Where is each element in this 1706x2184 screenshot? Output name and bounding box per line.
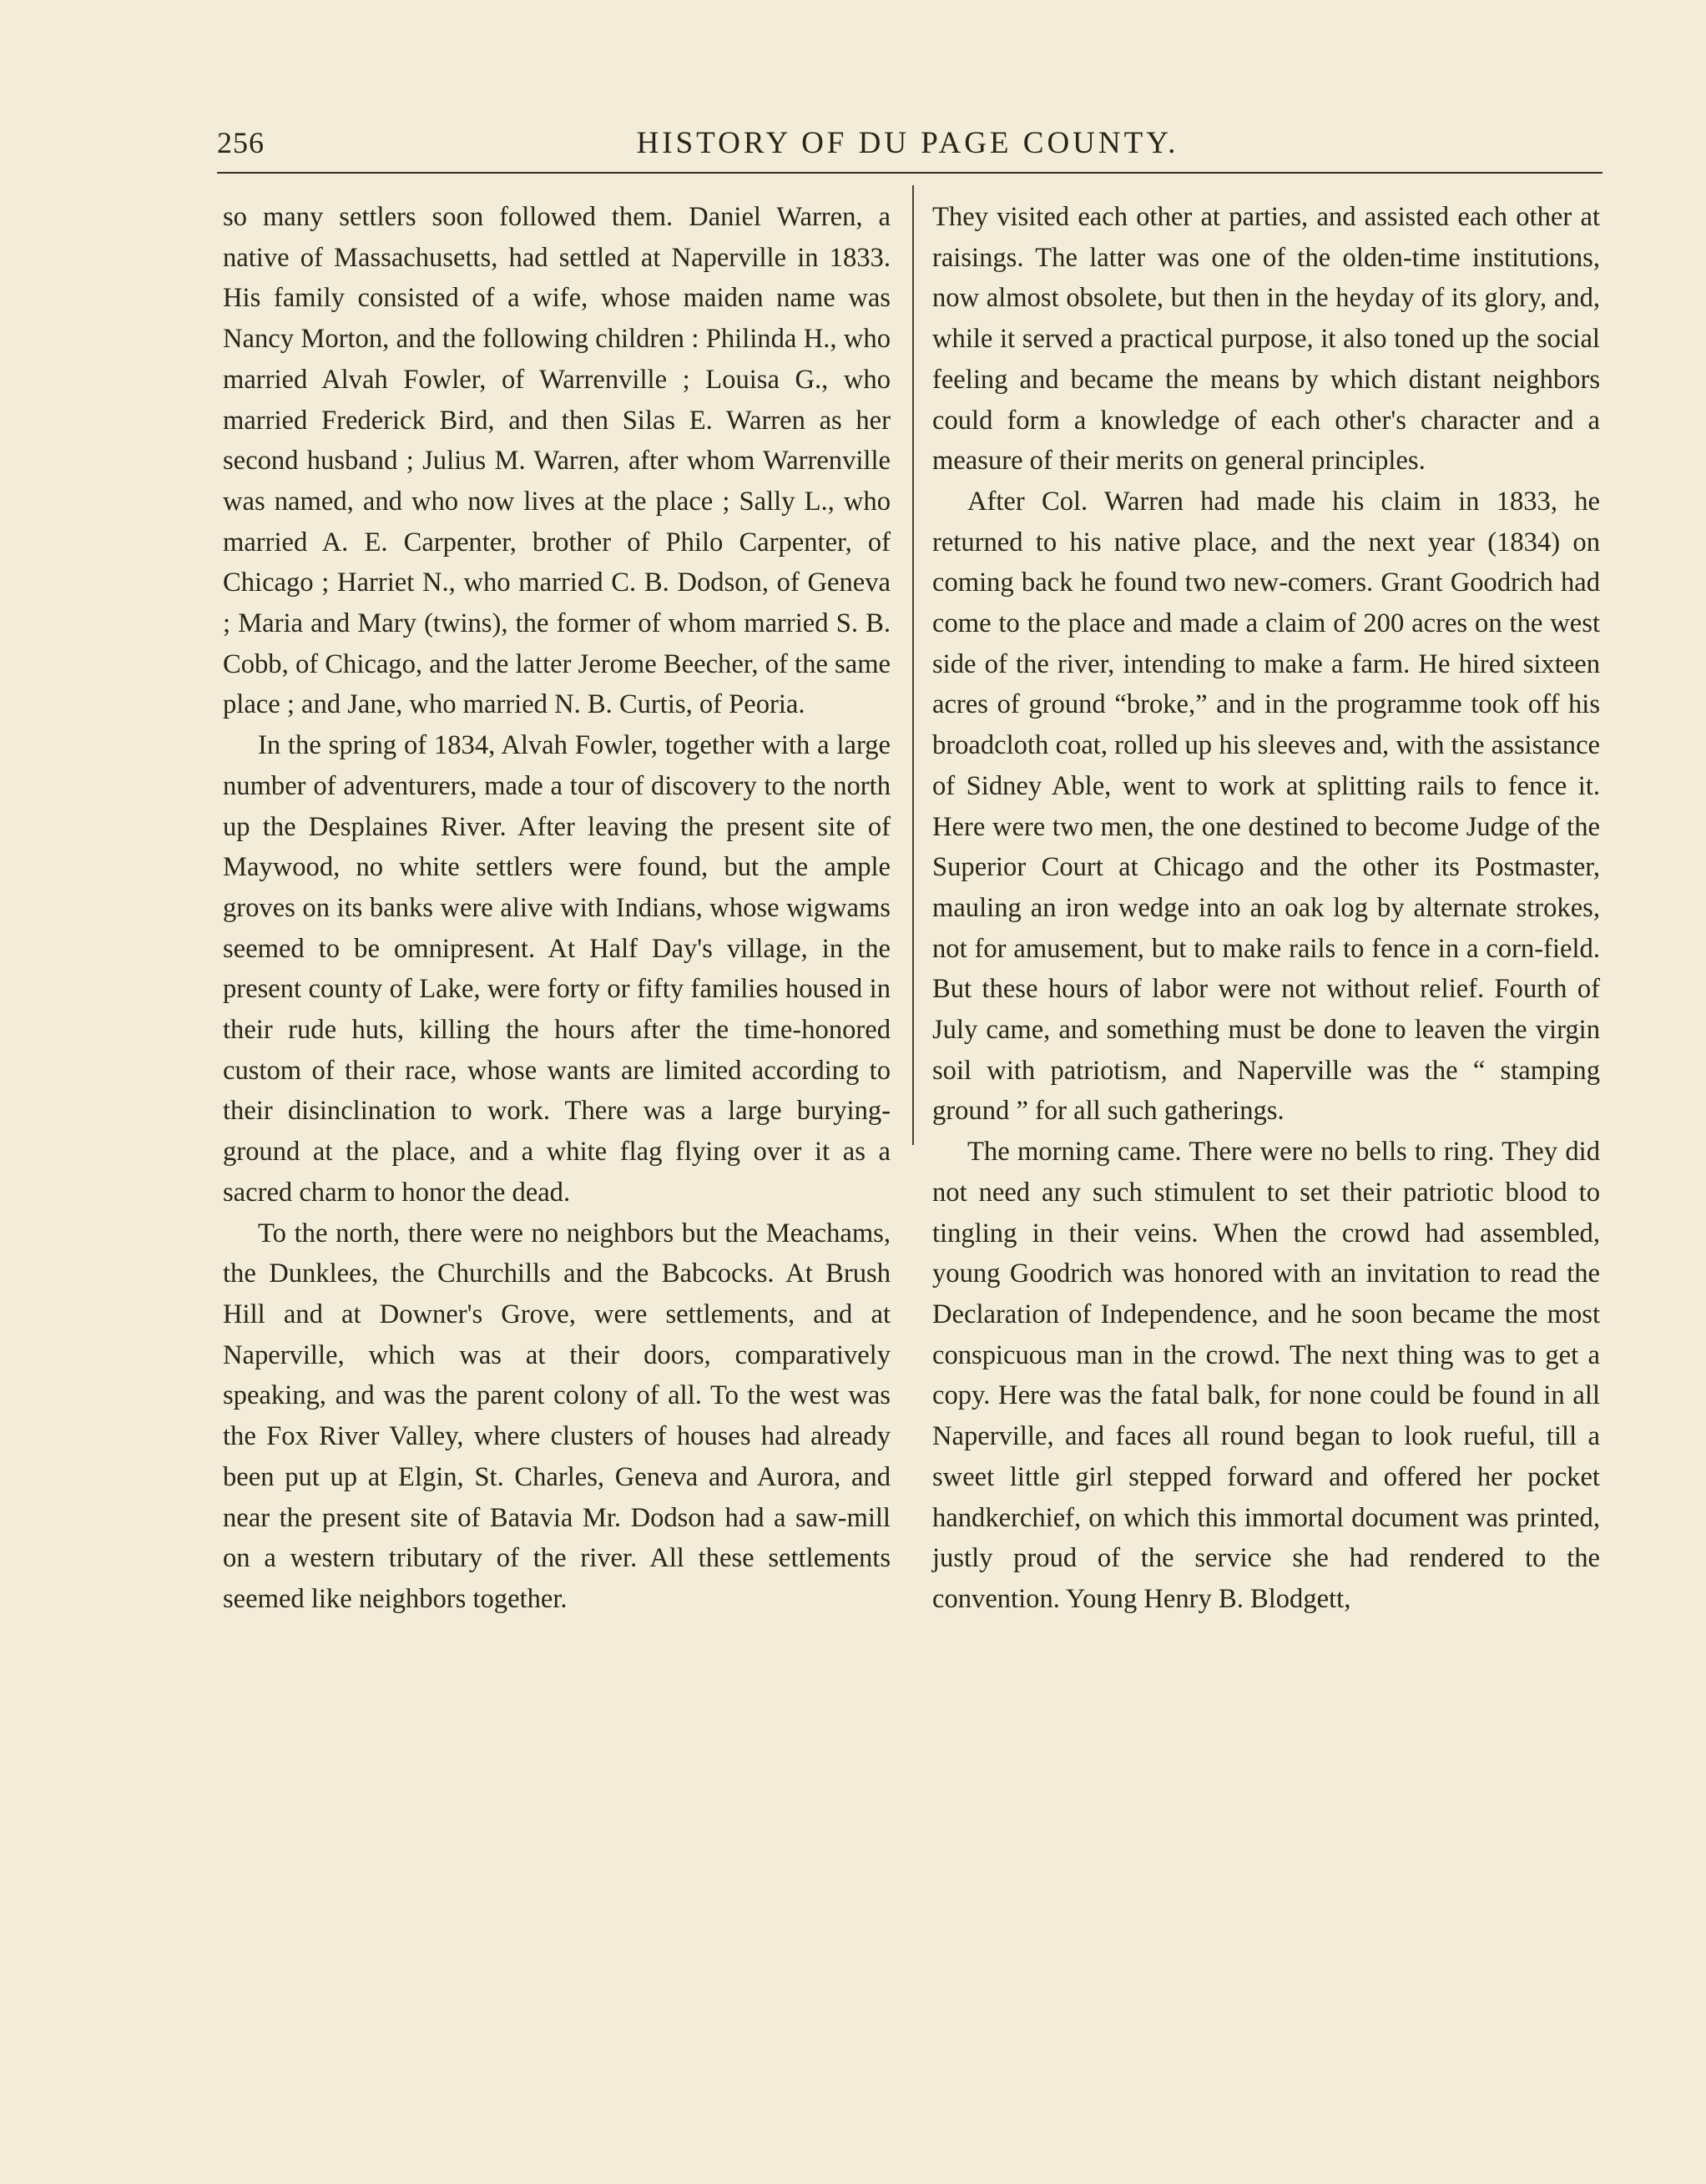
- left-column: [223, 197, 891, 1620]
- paragraph: After Col. Warren had made his claim in 1833, he returned to his native place, and the next year (1834) on coming back he found two new-comers. Grant Goodrich had come to the place and made a claim of 200 acres on the west side of the river, intending to make a farm. He hired sixteen acres of ground “broke,” and in the programme took off his broadcloth coat, rolled up his sleeves and, with the assistance of Sidney Able, went to work at splitting rails to fence it. Here were two men, the one destined to become Judge of the Superior Court at Chicago and the other its Postmaster, mauling an iron wedge into an oak log by alternate strokes, not for amusement, but to make rails to fence in a corn-field. But these hours of labor were not without relief. Fourth of July came, and something must be done to leaven the virgin soil with patriotism, and Naperville was the “ stamping ground ” for all such gatherings.: [932, 486, 1600, 1127]
- paragraph: so many settlers soon followed them. Daniel Warren, a native of Massachusetts, had settled at Naperville in 1833. His family consisted of a wife, whose maiden name was Nancy Morton, and the following children : Philinda H., who married Alvah Fowler, of Warrenville ; Louisa G., who married Frederick Bird, and then Silas E. Warren as her second husband ; Julius M. Warren, after whom Warrenville was named, and who now lives at the place ; Sally L., who married A. E. Carpenter, brother of Philo Carpenter, of Chicago ; Harriet N., who married C. B. Dodson, of Geneva ; Maria and Mary (twins), the former of whom married S. B. Cobb, of Chicago, and the latter Jerome Beecher, of the same place ; and Jane, who married N. B. Curtis, of Peoria.: [223, 202, 891, 720]
- running-title: HISTORY OF DU PAGE COUNTY.: [636, 126, 1179, 160]
- page-header: [213, 125, 1603, 167]
- column-divider: [912, 185, 914, 1145]
- paragraph: In the spring of 1834, Alvah Fowler, together with a large number of adventurers, made a tour of discovery to the north up the Desplaines River. After leaving the present site of Maywood, no white settlers were found, but the ample groves on its banks were alive with Indians, whose wigwams seemed to be omnipresent. At Half Day's village, in the present county of Lake, were forty or fifty families housed in their rude huts, killing the hours after the time-honored custom of their race, whose wants are limited according to their disinclination to work. There was a large burying-ground at the place, and a white flag flying over it as a sacred charm to honor the dead.: [223, 730, 891, 1208]
- paragraph: To the north, there were no neighbors but the Meachams, the Dunklees, the Churchills and the Babcocks. At Brush Hill and at Downer's Grove, were settlements, and at Naperville, which was at their doors, comparatively speaking, and was the parent colony of all. To the west was the Fox River Valley, where clusters of houses had already been put up at Elgin, St. Charles, Geneva and Aurora, and near the present site of Batavia Mr. Dodson had a saw-mill on a western tributary of the river. All these settlements seemed like neighbors together.: [223, 1218, 891, 1614]
- page-number: 256: [217, 126, 265, 159]
- right-column: [932, 197, 1600, 1620]
- paragraph: They visited each other at parties, and assisted each other at raisings. The latter was one of the olden-time institutions, now almost obsolete, but then in the heyday of its glory, and, while it served a practical purpose, it also toned up the social feeling and became the means by which distant neighbors could form a knowledge of each other's character and a measure of their merits on general principles.: [932, 202, 1600, 477]
- header-rule: [217, 172, 1603, 174]
- paragraph: The morning came. There were no bells to ring. They did not need any such stimulent to set their patriotic blood to tingling in their veins. When the crowd had assembled, young Goodrich was honored with an invitation to read the Declaration of Independence, and he soon became the most conspicuous man in the crowd. The next thing was to get a copy. Here was the fatal balk, for none could be found in all Naperville, and faces all round began to look rueful, till a sweet little girl stepped forward and offered her pocket handkerchief, on which this immortal document was printed, justly proud of the service she had rendered to the convention. Young Henry B. Blodgett,: [932, 1137, 1600, 1614]
